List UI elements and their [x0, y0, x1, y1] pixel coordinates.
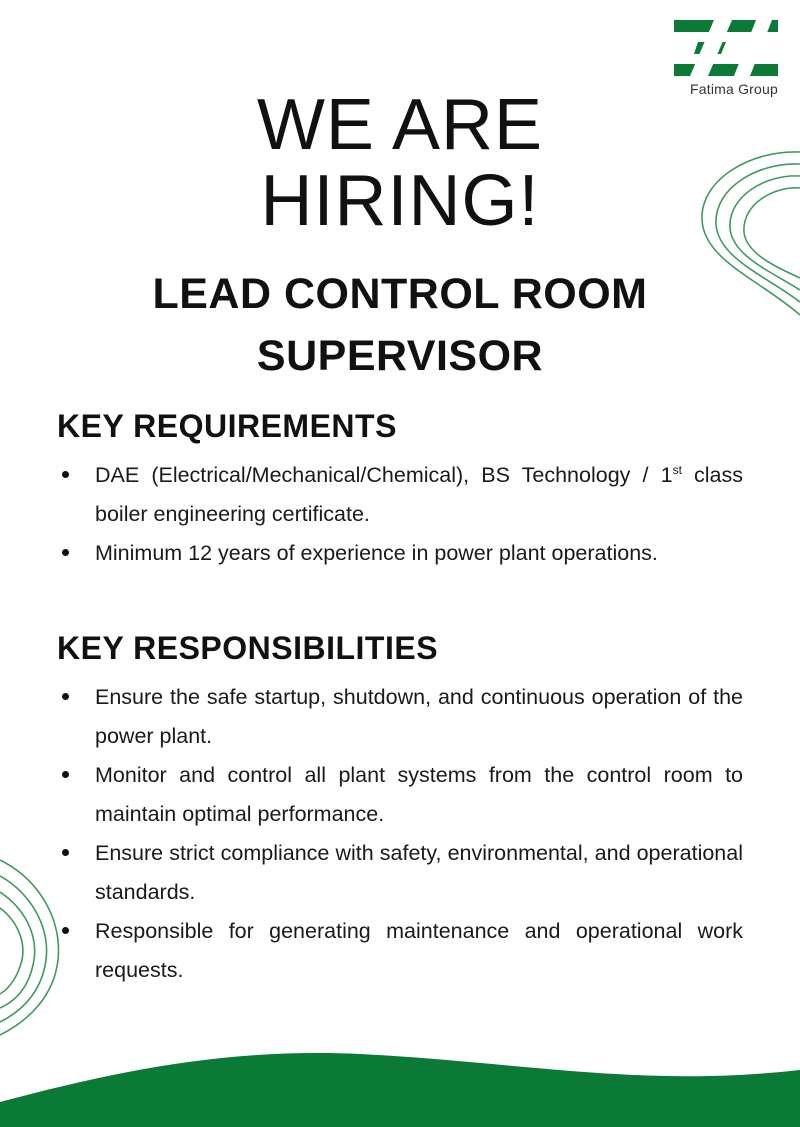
list-item [95, 456, 743, 534]
responsibility-text: Ensure the safe startup, shutdown, and continuous operation of the power plant. [95, 685, 743, 748]
list-item [95, 912, 743, 990]
brand-name: Fatima Group [690, 81, 778, 97]
list-item [95, 756, 743, 834]
list-item [95, 678, 743, 756]
ordinal-superscript: st [672, 462, 682, 477]
job-title-line-2: SUPERVISOR [256, 332, 544, 380]
decorative-curves-bottom-left [0, 850, 70, 1040]
responsibility-text: Ensure strict compliance with safety, environmental, and operational standards. [95, 841, 743, 904]
headline-line-1: WE ARE [256, 85, 544, 165]
bottom-green-wave [0, 1040, 800, 1127]
headline-line-2: HIRING! [260, 161, 540, 241]
fatima-group-logo-mark [674, 20, 778, 76]
responsibility-text: Responsible for generating maintenance and operational work requests. [95, 919, 743, 982]
bullet-dot [62, 471, 69, 478]
list-item [95, 534, 743, 573]
fatima-group-logo [674, 20, 778, 97]
key-responsibilities-heading: KEY RESPONSIBILITIES [57, 630, 439, 666]
key-requirements-heading: KEY REQUIREMENTS [57, 408, 397, 444]
bullet-dot [62, 549, 69, 556]
bullet-dot [62, 771, 69, 778]
requirement-text-cont: class boiler engineering certificate. [95, 463, 743, 526]
requirements-list [95, 456, 743, 573]
requirement-text: Minimum 12 years of experience in power plant operations. [95, 541, 658, 565]
bullet-dot [62, 693, 69, 700]
job-title-line-1: LEAD CONTROL ROOM [152, 270, 648, 318]
responsibilities-list [95, 678, 743, 990]
list-item [95, 834, 743, 912]
responsibility-text: Monitor and control all plant systems from the control room to maintain optimal performance. [95, 763, 743, 826]
bullet-dot [62, 927, 69, 934]
bullet-dot [62, 849, 69, 856]
requirement-text: DAE (Electrical/Mechanical/Chemical), BS Technology / 1 [95, 463, 673, 487]
